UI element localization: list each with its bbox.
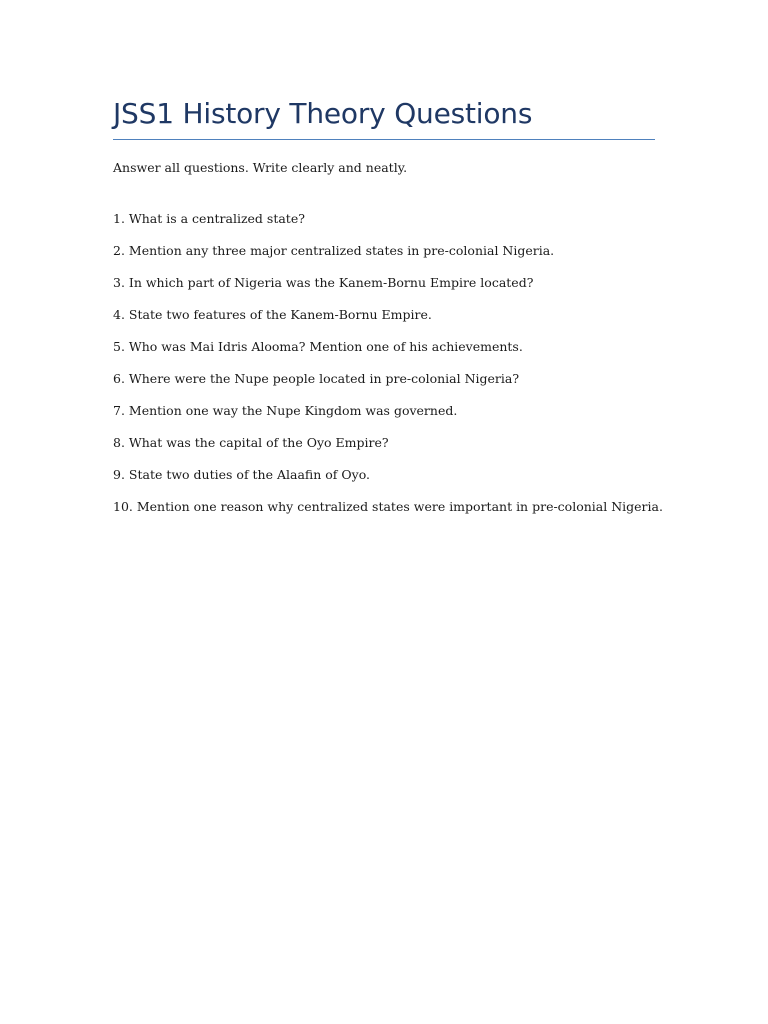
question-list [113, 210, 663, 530]
title-underline [113, 139, 655, 140]
question-item: 3. In which part of Nigeria was the Kanem-Bornu Empire located? [113, 275, 534, 290]
question-item: 2. Mention any three major centralized states in pre-colonial Nigeria. [113, 243, 555, 258]
question-item: 5. Who was Mai Idris Alooma? Mention one of his achievements. [113, 339, 523, 354]
question-item: 7. Mention one way the Nupe Kingdom was governed. [113, 403, 458, 418]
document-title: JSS1 History Theory Questions [113, 97, 533, 130]
instructions-text: Answer all questions. Write clearly and neatly. [113, 160, 408, 175]
question-item: 4. State two features of the Kanem-Bornu Empire. [113, 307, 432, 322]
question-item: 10. Mention one reason why centralized states were important in pre-colonial Nigeria. [113, 499, 663, 514]
question-item: 6. Where were the Nupe people located in pre-colonial Nigeria? [113, 371, 520, 386]
question-item: 8. What was the capital of the Oyo Empire? [113, 435, 389, 450]
question-item: 1. What is a centralized state? [113, 211, 305, 226]
question-item: 9. State two duties of the Alaafin of Oyo. [113, 467, 370, 482]
